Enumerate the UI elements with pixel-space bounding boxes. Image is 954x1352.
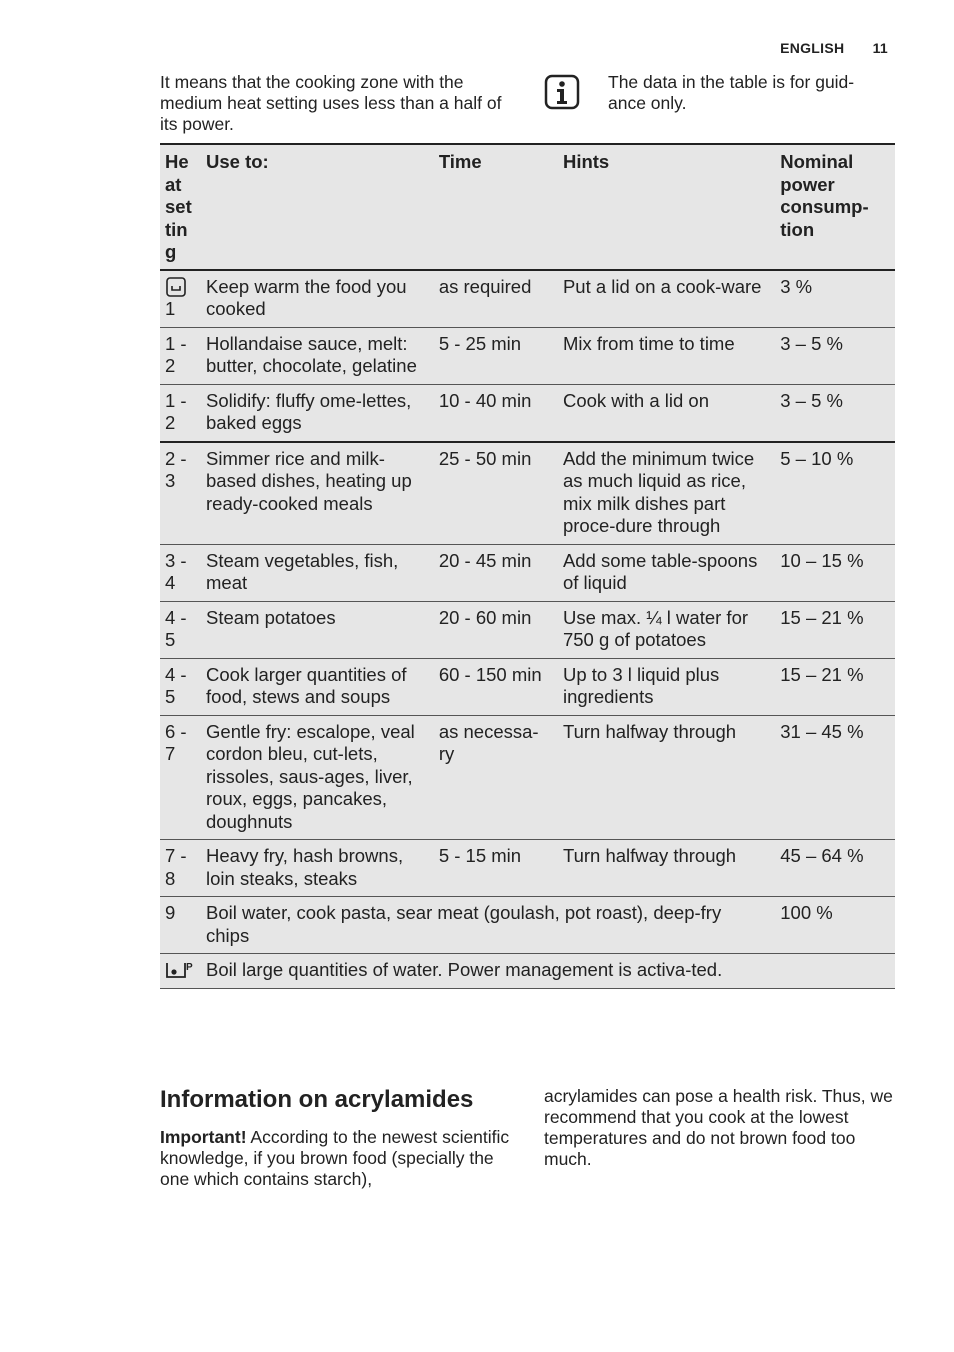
use-cell: Heavy fry, hash browns, loin steaks, steaks (201, 840, 434, 897)
table-row (160, 897, 895, 954)
header-heat-setting: He at set tin g (160, 144, 201, 270)
power-boost-icon (165, 959, 193, 981)
use-cell: Boil water, cook pasta, sear meat (goulash, pot roast), deep-fry chips (201, 897, 775, 954)
page-number: 11 (872, 40, 888, 56)
table-row (160, 384, 895, 442)
hint-cell: Turn halfway through (558, 715, 775, 840)
hint-cell: Up to 3 l liquid plus ingredients (558, 658, 775, 715)
table-row (160, 840, 895, 897)
setting-cell: 1 - 2 (160, 327, 201, 384)
power-cell: 3 % (775, 270, 895, 328)
time-cell: 20 - 45 min (434, 544, 558, 601)
table-row (160, 327, 895, 384)
use-cell: Gentle fry: escalope, veal cordon bleu, cut-lets, rissoles, saus-ages, liver, roux, eggs, pancakes, doughnuts (201, 715, 434, 840)
table-row (160, 270, 895, 328)
power-cell: 31 – 45 % (775, 715, 895, 840)
keep-warm-icon (165, 276, 187, 298)
table-row (160, 601, 895, 658)
time-cell: as required (434, 270, 558, 328)
setting-value: 1 (165, 297, 176, 319)
table-row (160, 442, 895, 545)
intro-text: It means that the cooking zone with the medium heat setting uses less than a half of its power. (160, 72, 502, 134)
time-cell: 25 - 50 min (434, 442, 558, 545)
power-cell: 45 – 64 % (775, 840, 895, 897)
setting-cell: 2 - 3 (160, 442, 201, 545)
setting-cell: 6 - 7 (160, 715, 201, 840)
hint-cell: Mix from time to time (558, 327, 775, 384)
use-cell: Steam vegetables, fish, meat (201, 544, 434, 601)
setting-cell: 7 - 8 (160, 840, 201, 897)
hint-cell: Put a lid on a cook-ware (558, 270, 775, 328)
use-cell: Keep warm the food you cooked (201, 270, 434, 328)
setting-cell (160, 954, 201, 989)
setting-cell: 3 - 4 (160, 544, 201, 601)
language-label: ENGLISH (780, 40, 845, 56)
use-cell: Solidify: fluffy ome-lettes, baked eggs (201, 384, 434, 442)
use-cell: Cook larger quantities of food, stews and soups (201, 658, 434, 715)
acrylamides-text-left (160, 1127, 510, 1190)
setting-cell: 1 - 2 (160, 384, 201, 442)
time-cell: 5 - 15 min (434, 840, 558, 897)
time-cell: 5 - 25 min (434, 327, 558, 384)
time-cell: 60 - 150 min (434, 658, 558, 715)
header-hints: Hints (558, 144, 775, 270)
heat-setting-table (160, 143, 895, 989)
use-cell: Simmer rice and milk-based dishes, heating up ready-cooked meals (201, 442, 434, 545)
use-cell: Boil large quantities of water. Power management is activa-ted. (201, 954, 895, 989)
header-power: Nominal power consump-tion (775, 144, 895, 270)
setting-cell: 4 - 5 (160, 601, 201, 658)
setting-cell: 9 (160, 897, 201, 954)
power-cell: 15 – 21 % (775, 601, 895, 658)
page-header (780, 40, 888, 56)
table-row (160, 715, 895, 840)
acrylamides-left-body: According to the newest scientific knowledge, if you brown food (specially the one which contains starch), (160, 1127, 510, 1189)
setting-cell: 4 - 5 (160, 658, 201, 715)
header-time: Time (434, 144, 558, 270)
table-row (160, 658, 895, 715)
use-cell: Steam potatoes (201, 601, 434, 658)
hint-cell: Use max. ¼ l water for 750 g of potatoes (558, 601, 775, 658)
time-cell: 20 - 60 min (434, 601, 558, 658)
table-header-row (160, 144, 895, 270)
power-cell: 100 % (775, 897, 895, 954)
table-row (160, 954, 895, 989)
power-cell: 15 – 21 % (775, 658, 895, 715)
power-cell: 5 – 10 % (775, 442, 895, 545)
info-icon (544, 74, 580, 110)
table-row (160, 544, 895, 601)
power-cell: 3 – 5 % (775, 327, 895, 384)
header-use-to: Use to: (201, 144, 434, 270)
time-cell: as necessa-ry (434, 715, 558, 840)
hint-cell: Turn halfway through (558, 840, 775, 897)
time-cell: 10 - 40 min (434, 384, 558, 442)
power-cell: 3 – 5 % (775, 384, 895, 442)
acrylamides-text-right: acrylamides can pose a health risk. Thus, we recommend that you cook at the lowest temperatures and do not brown food too much. (544, 1086, 893, 1169)
section-title: Information on acrylamides (160, 1086, 474, 1113)
svg-text:P: P (186, 962, 193, 973)
hint-cell: Add the minimum twice as much liquid as rice, mix milk dishes part proce-dure through (558, 442, 775, 545)
setting-cell (160, 270, 201, 328)
guidance-note: The data in the table is for guid-ance only. (608, 72, 855, 113)
use-cell: Hollandaise sauce, melt: butter, chocolate, gelatine (201, 327, 434, 384)
important-label: Important! (160, 1127, 247, 1147)
hint-cell: Add some table-spoons of liquid (558, 544, 775, 601)
power-cell: 10 – 15 % (775, 544, 895, 601)
hint-cell: Cook with a lid on (558, 384, 775, 442)
